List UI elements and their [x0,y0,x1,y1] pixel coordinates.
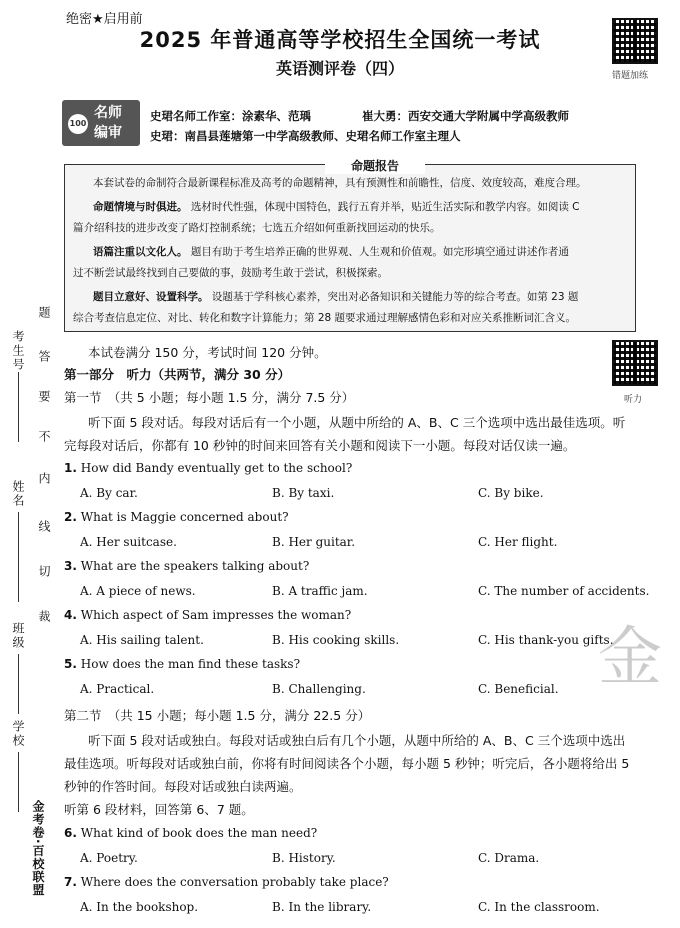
q4-num: 4. [64,608,77,622]
q6-option-c[interactable]: C. Drama. [478,851,540,865]
report-p3 [73,242,627,263]
q2-text: What is Maggie concerned about? [80,510,289,524]
q1-num: 1. [64,461,77,475]
q7-option-c[interactable]: C. In the classroom. [478,900,600,914]
listening-qr-label: 听力 [624,395,643,405]
report-p4-bold: 题目立意好、设置科学。 [93,291,209,303]
q4-text: Which aspect of Sam impresses the woman? [80,608,352,622]
report-p2 [73,197,627,218]
watermark-glyph: 金 [598,621,662,695]
margin-warning-char-7: 切 [37,565,51,579]
question-3 [64,559,309,573]
margin-brand: 金考卷·百校联盟 [31,800,45,897]
part1-heading: 第一部分 听力（共两节，满分 30 分） [64,367,291,382]
q7-text: Where does the conversation probably take place? [80,875,389,889]
qr-label: 错题加练 [612,71,649,81]
editor-row2: 史珺：南昌县莲塘第一中学高级教师、史珺名师工作室主理人 [150,129,461,143]
report-p4b: 综合考查信息定位、对比、转化和数字计算能力；第 28 题要求通过理解感情色彩和对应关系推断词汇含义。 [73,312,577,324]
question-5 [64,657,300,671]
section2-instr3: 秒钟的作答时间。每段对话或独白读两遍。 [64,779,302,794]
q4-option-a[interactable]: A. His sailing talent. [80,633,204,647]
report-p3-bold: 语篇注重以文化人。 [93,246,188,258]
margin-warning-char-4: 不 [37,430,51,444]
q7-num: 7. [64,875,77,889]
margin-student-id-label: 考生号 [11,330,25,372]
margin-class-label: 班级 [11,622,25,650]
q5-option-a[interactable]: A. Practical. [80,682,155,696]
report-box [64,164,636,332]
name-line[interactable] [18,512,19,602]
editor-row1-a: 史珺名师工作室：涂素华、范瑀 [150,109,311,123]
q5-option-c[interactable]: C. Beneficial. [478,682,559,696]
material-6-heading: 听第 6 段材料，回答第 6、7 题。 [64,802,254,817]
q1-option-c[interactable]: C. By bike. [478,486,544,500]
q3-option-b[interactable]: B. A traffic jam. [272,584,368,598]
margin-name-label: 姓名 [11,480,25,508]
exam-title: 2025 年普通高等学校招生全国统一考试 [139,28,541,52]
report-p3-text: 题目有助于考生培养正确的世界观、人生观和价值观。如完形填空通过讲述作者通 [190,246,569,258]
question-4 [64,608,351,622]
question-7 [64,875,389,889]
q2-option-c[interactable]: C. Her flight. [478,535,558,549]
section2-instr1: 听下面 5 段对话或独白。每段对话或独白后有几个小题，从题中所给的 A、B、C 三个选项中选出 [88,733,626,748]
q5-text: How does the man find these tasks? [80,657,301,671]
exam-info: 本试卷满分 150 分，考试时间 120 分钟。 [88,345,327,360]
class-line[interactable] [18,654,19,714]
q7-option-b[interactable]: B. In the library. [272,900,372,914]
qr-code-icon[interactable] [612,18,658,64]
margin-school-label: 学校 [11,720,25,748]
report-p3b: 过不断尝试最终找到自己要做的事，鼓励考生敢于尝试，积极探索。 [73,267,388,279]
q4-option-b[interactable]: B. His cooking skills. [272,633,400,647]
section1-instr1: 听下面 5 段对话。每段对话后有一个小题，从题中所给的 A、B、C 三个选项中选出最佳选项。听 [88,415,626,430]
badge-score: 100 [68,114,88,134]
question-1 [64,461,352,475]
q6-option-a[interactable]: A. Poetry. [80,851,138,865]
q5-option-b[interactable]: B. Challenging. [272,682,366,696]
report-p2-bold: 命题情境与时俱进。 [93,201,188,213]
report-p4 [73,287,627,308]
q3-option-a[interactable]: A. A piece of news. [80,584,196,598]
margin-warning-char-8: 裁 [37,610,51,624]
q5-num: 5. [64,657,77,671]
report-p2-text: 选材时代性强，体现中国特色，践行五育并举，贴近生活实际和教学内容。如阅读 C [190,201,580,213]
margin-warning-char-6: 线 [37,520,51,534]
q6-num: 6. [64,826,77,840]
q4-option-c[interactable]: C. His thank-you gifts. [478,633,614,647]
report-heading: 命题报告 [325,157,425,174]
report-p2b: 篇介绍科技的进步改变了路灯控制系统；七选五介绍如何重新找回运动的快乐。 [73,222,441,234]
section1-heading: 第一节 （共 5 小题；每小题 1.5 分，满分 7.5 分） [64,390,355,405]
q6-text: What kind of book does the man need? [80,826,318,840]
margin-warning-char-3: 要 [37,390,51,404]
section1-instr2: 完每段对话后，你都有 10 秒钟的时间来回答有关小题和阅读下一小题。每段对话仅读一遍。 [64,438,576,453]
badge-line1: 名师 [94,105,122,121]
editor-row1-b: 崔大勇：西安交通大学附属中学高级教师 [362,109,569,123]
q3-option-c[interactable]: C. The number of accidents. [478,584,650,598]
margin-warning-char-1: 题 [37,306,51,320]
question-6 [64,826,317,840]
confidential-label: 绝密★启用前 [66,12,143,27]
section2-instr2: 最佳选项。听每段对话或独白前，你将有时间阅读各个小题，每小题 5 秒钟；听完后，各小题将给出 5 [64,756,630,771]
q1-option-b[interactable]: B. By taxi. [272,486,335,500]
student-id-line[interactable] [18,372,19,442]
listening-qr-icon[interactable] [612,340,658,386]
q3-text: What are the speakers talking about? [80,559,310,573]
q7-option-a[interactable]: A. In the bookshop. [80,900,199,914]
q6-option-b[interactable]: B. History. [272,851,336,865]
q1-text: How did Bandy eventually get to the school? [80,461,353,475]
badge-line2: 编审 [94,125,122,141]
margin-warning-char-5: 内 [37,472,51,486]
q3-num: 3. [64,559,77,573]
report-p4-text: 设题基于学科核心素养，突出对必备知识和关键能力等的综合考查。如第 23 题 [211,291,579,303]
editor-badge [62,100,140,146]
exam-subtitle: 英语测评卷（四） [275,59,404,78]
school-line[interactable] [18,752,19,812]
q2-option-a[interactable]: A. Her suitcase. [80,535,177,549]
q2-option-b[interactable]: B. Her guitar. [272,535,356,549]
margin-warning-char-2: 答 [37,350,51,364]
q1-option-a[interactable]: A. By car. [80,486,138,500]
q2-num: 2. [64,510,77,524]
question-2 [64,510,289,524]
section2-heading: 第二节 （共 15 小题；每小题 1.5 分，满分 22.5 分） [64,708,371,723]
report-p1: 本套试卷的命制符合最新课程标准及高考的命题精神，具有预测性和前瞻性，信度、效度较高，难度合理。 [93,177,587,189]
